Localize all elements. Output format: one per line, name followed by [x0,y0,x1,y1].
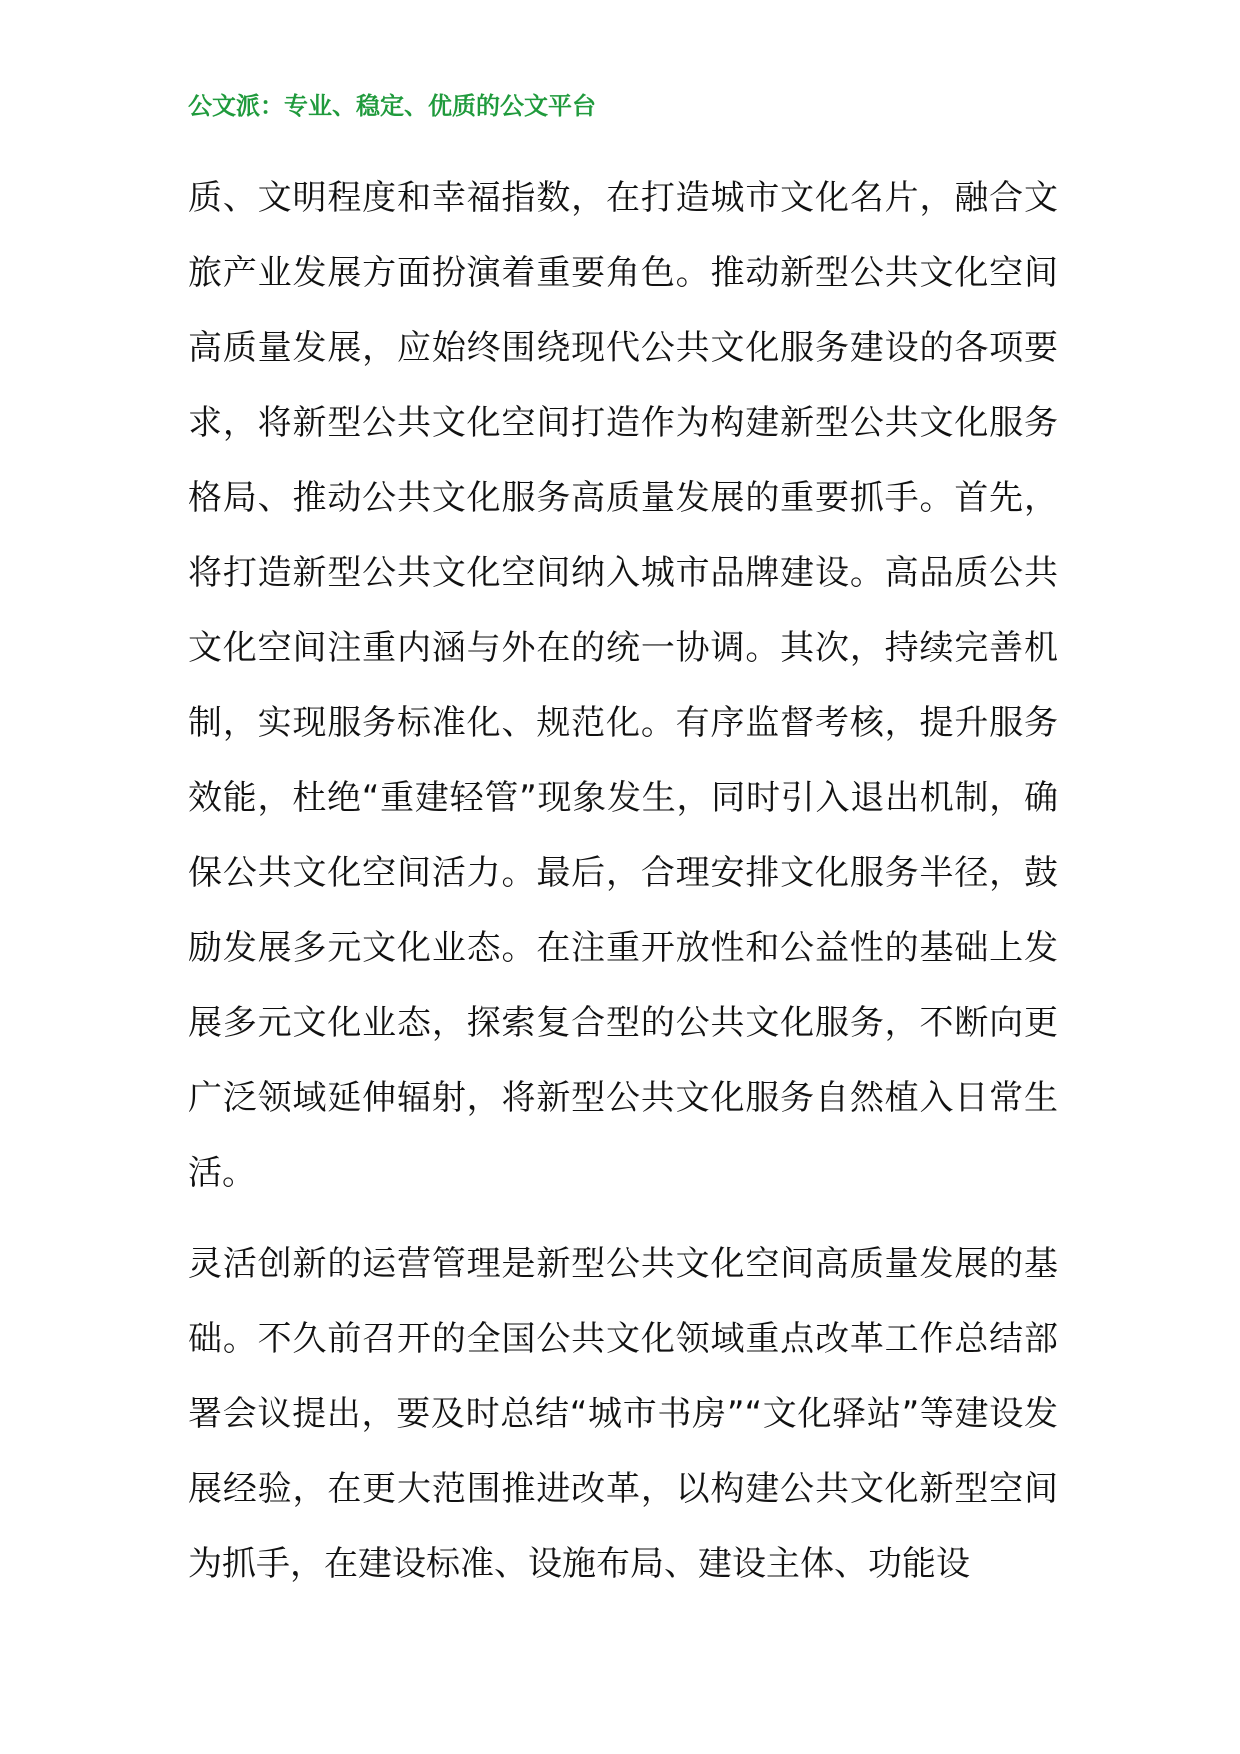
paragraph: 灵活创新的运营管理是新型公共文化空间高质量发展的基础。不久前召开的全国公共文化领域重点改革工作总结部署会议提出，要及时总结“城市书房”“文化驿站”等建设发展经验，在更大范围推进改革，以构建公共文化新型空间为抓手，在建设标准、设施布局、建设主体、功能设 [188,1244,1058,1584]
page-header: 公文派：专业、稳定、优质的公文平台 [188,92,596,120]
paragraph: 质、文明程度和幸福指数，在打造城市文化名片，融合文旅产业发展方面扮演着重要角色。推动新型公共文化空间高质量发展，应始终围绕现代公共文化服务建设的各项要求，将新型公共文化空间打造作为构建新型公共文化服务格局、推动公共文化服务高质量发展的重要抓手。首先，将打造新型公共文化空间纳入城市品牌建设。高品质公共文化空间注重内涵与外在的统一协调。其次，持续完善机制，实现服务标准化、规范化。有序监督考核，提升服务效能，杜绝“重建轻管”现象发生，同时引入退出机制，确保公共文化空间活力。最后，合理安排文化服务半径，鼓励发展多元文化业态。在注重开放性和公益性的基础上发展多元文化业态，探索复合型的公共文化服务，不断向更广泛领域延伸辐射，将新型公共文化服务自然植入日常生活。 [188,178,1058,1193]
document-body [188,161,1058,1602]
